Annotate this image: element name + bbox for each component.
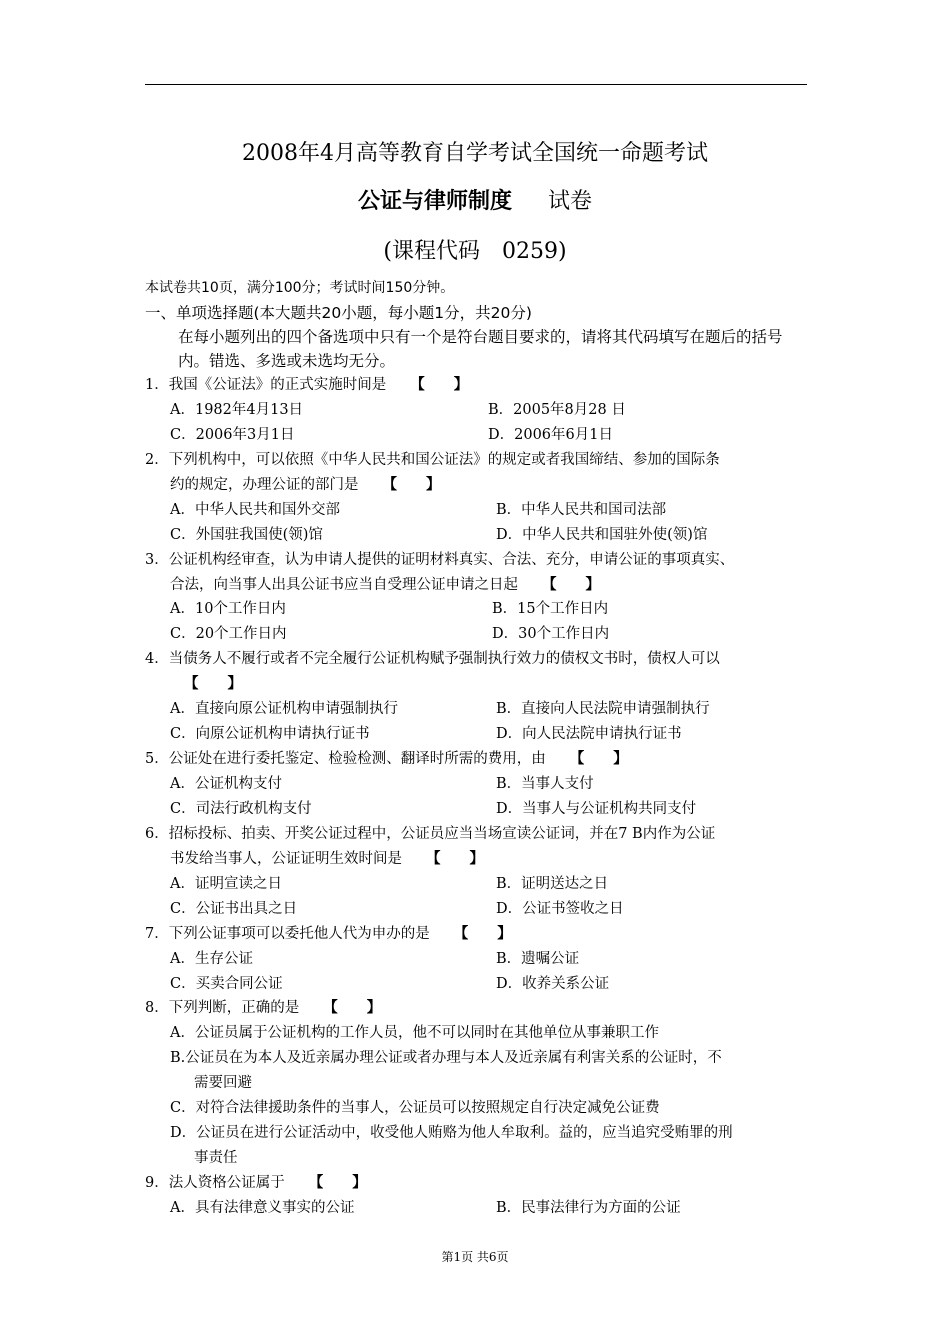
answer-bracket: 【 】 bbox=[308, 1175, 367, 1191]
q8-option-d: D．公证员在进行公证活动中，收受他人贿赂为他人牟取利。益的，应当追究受贿罪的刑 bbox=[170, 1125, 733, 1141]
question-3-stem: 3．公证机构经审查，认为申请人提供的证明材料真实、合法、充分，申请公证的事项真实、 bbox=[145, 552, 735, 568]
section-title: 一、单项选择题(本大题共20小题，每小题1分，共20分) bbox=[145, 304, 532, 322]
q3-option-c: C．20个工作日内 bbox=[170, 626, 287, 642]
question-2-stem: 2．下列机构中，可以依照《中华人民共和国公证法》的规定或者我国缔结、参加的国际条 bbox=[145, 452, 720, 468]
answer-bracket: 【 】 bbox=[569, 751, 628, 767]
question-7-stem: 7．下列公证事项可以委托他人代为申办的是 【 】 bbox=[145, 926, 512, 942]
q6-option-c: C．公证书出具之日 bbox=[170, 901, 298, 917]
question-2-stem-cont: 约的规定，办理公证的部门是 【 】 bbox=[170, 477, 441, 493]
q4-option-a: A．直接向原公证机构申请强制执行 bbox=[170, 701, 398, 717]
q8-option-d-cont: 事责任 bbox=[194, 1150, 238, 1166]
question-6-stem: 6．招标投标、拍卖、开奖公证过程中，公证员应当当场宣读公证词，并在7 B内作为公证 bbox=[145, 826, 716, 842]
q9-option-a: A．具有法律意义事实的公证 bbox=[170, 1200, 355, 1216]
q7-option-c: C．买卖合同公证 bbox=[170, 976, 283, 992]
question-5-stem: 5．公证处在进行委托鉴定、检验检测、翻译时所需的费用，由 【 】 bbox=[145, 751, 628, 767]
section-instruction: 在每小题列出的四个备选项中只有一个是符台题目要求的，请将其代码填写在题后的括号内。错选、多选或未选均无分。 bbox=[178, 328, 783, 370]
q2-option-d: D．中华人民共和国驻外使(领)馆 bbox=[496, 527, 708, 543]
q7-option-a: A．生存公证 bbox=[170, 951, 253, 967]
q1-option-a: A．1982年4月13日 bbox=[170, 402, 304, 418]
question-4-bracket-line bbox=[160, 672, 242, 696]
q5-option-c: C．司法行政机构支付 bbox=[170, 801, 312, 817]
q7-option-d: D．收养关系公证 bbox=[496, 976, 610, 992]
answer-bracket: 【 】 bbox=[382, 477, 441, 493]
question-1-stem: 1．我国《公证法》的正式实施时间是 【 】 bbox=[145, 377, 469, 393]
q2-option-b: B．中华人民共和国司法部 bbox=[496, 502, 667, 518]
exam-title: 2008年4月高等教育自学考试全国统一命题考试 bbox=[242, 141, 708, 166]
paper-type: 试卷 bbox=[548, 189, 593, 214]
subject-name: 公证与律师制度 bbox=[357, 189, 512, 214]
exam-subject-line bbox=[0, 184, 950, 215]
q4-option-b: B．直接向人民法院申请强制执行 bbox=[496, 701, 710, 717]
answer-bracket: 【 】 bbox=[410, 377, 469, 393]
q6-option-a: A．证明宣读之日 bbox=[170, 876, 282, 892]
q6-option-d: D．公证书签收之日 bbox=[496, 901, 624, 917]
course-code: (课程代码 0259) bbox=[383, 239, 567, 264]
q3-option-a: A．10个工作日内 bbox=[170, 601, 286, 617]
answer-bracket: 【 】 bbox=[426, 851, 484, 867]
q1-option-d: D．2006年6月1日 bbox=[488, 427, 613, 443]
exam-intro: 本试卷共10页，满分100分；考试时间150分钟。 bbox=[145, 280, 455, 296]
q3-option-d: D．30个工作日内 bbox=[492, 626, 610, 642]
question-9-stem: 9．法人资格公证属于 【 】 bbox=[145, 1175, 367, 1191]
q6-option-b: B．证明送达之日 bbox=[496, 876, 609, 892]
q2-option-a: A．中华人民共和国外交部 bbox=[170, 502, 340, 518]
answer-bracket: 【 】 bbox=[323, 1000, 382, 1016]
q8-option-a: A．公证员属于公证机构的工作人员，他不可以同时在其他单位从事兼职工作 bbox=[170, 1025, 659, 1041]
q8-option-c: C．对符合法律援助条件的当事人，公证员可以按照规定自行决定减免公证费 bbox=[170, 1100, 660, 1116]
question-3-stem-cont: 合法，向当事人出具公证书应当自受理公证申请之日起 【 】 bbox=[170, 577, 600, 593]
question-6-stem-cont: 书发给当事人，公证证明生效时间是 【 】 bbox=[170, 851, 484, 867]
q7-option-b: B．遗嘱公证 bbox=[496, 951, 580, 967]
q9-option-b: B．民事法律行为方面的公证 bbox=[496, 1200, 681, 1216]
question-4-stem: 4．当债务人不履行或者不完全履行公证机构赋予强制执行效力的债权文书时，债权人可以 bbox=[145, 651, 720, 667]
q1-option-b: B．2005年8月28 日 bbox=[488, 402, 626, 418]
q5-option-d: D．当事人与公证机构共同支付 bbox=[496, 801, 697, 817]
q4-option-d: D．向人民法院申请执行证书 bbox=[496, 726, 682, 742]
q4-option-c: C．向原公证机构申请执行证书 bbox=[170, 726, 370, 742]
header-rule bbox=[145, 84, 807, 85]
answer-bracket: 【 】 bbox=[453, 926, 512, 942]
question-8-stem: 8．下列判断，正确的是 【 】 bbox=[145, 1000, 382, 1016]
q3-option-b: B．15个工作日内 bbox=[492, 601, 609, 617]
q5-option-a: A．公证机构支付 bbox=[170, 776, 282, 792]
q5-option-b: B．当事人支付 bbox=[496, 776, 594, 792]
answer-bracket: 【 】 bbox=[184, 676, 242, 692]
q1-option-c: C．2006年3月1日 bbox=[170, 427, 295, 443]
q8-option-b: B.公证员在为本人及近亲属办理公证或者办理与本人及近亲属有利害关系的公证时，不 bbox=[170, 1050, 722, 1066]
answer-bracket: 【 】 bbox=[542, 577, 600, 593]
q8-option-b-cont: 需要回避 bbox=[194, 1075, 252, 1091]
page-footer: 第1页 共6页 bbox=[441, 1250, 509, 1264]
q2-option-c: C．外国驻我国使(领)馆 bbox=[170, 527, 323, 543]
